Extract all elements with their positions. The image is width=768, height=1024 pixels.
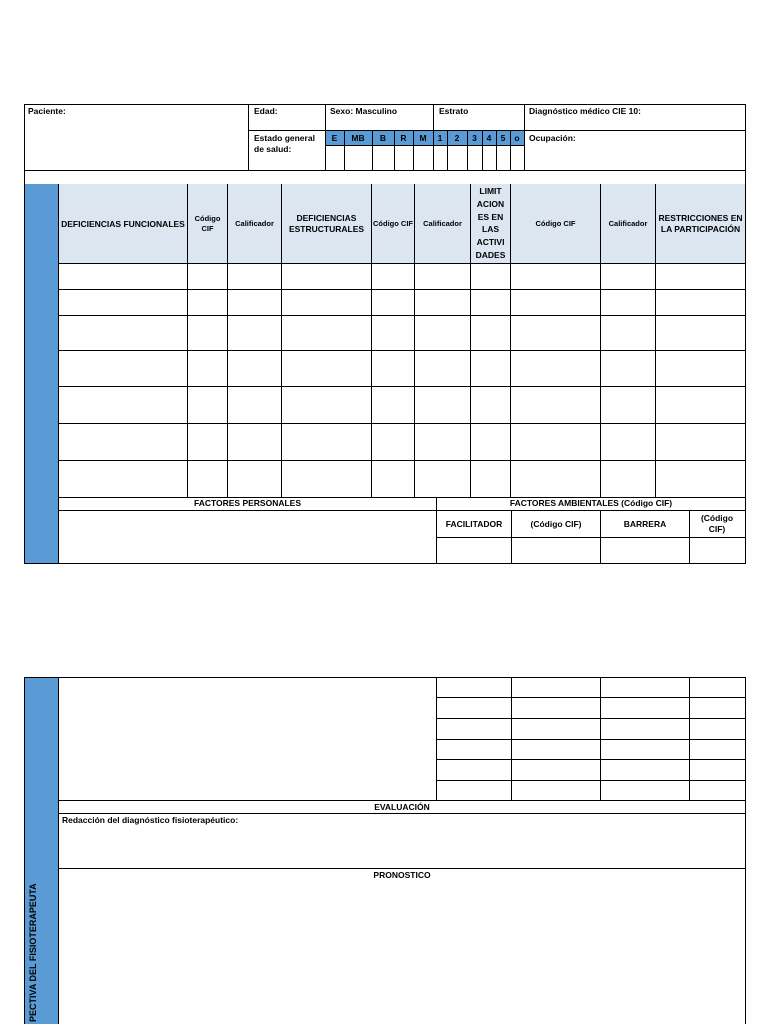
health-option-m: M [419,133,427,143]
physio-perspective-label: PECTIVA DEL FISIOTERAPEUTA [28,883,38,1022]
age-label: Edad: [254,106,278,116]
stratum-option-1: 1 [437,133,443,143]
environmental-factors-label: FACTORES AMBIENTALES (Código CIF) [509,498,673,508]
health-option-b: B [379,133,387,143]
barrier-code-label: (Código CIF) [700,513,734,534]
health-option-e: E [331,133,338,143]
header-activity-limitations: LIMIT ACION ES EN LAS ACTIVI DADES [475,186,506,260]
header-qualifier-2: Calificador [423,219,462,228]
stratum-option-2: 2 [454,133,460,143]
header-participation-restrictions: RESTRICCIONES EN LA PARTICIPACIÓN [658,213,743,234]
header-qualifier-3: Calificador [608,219,648,228]
diagnosis-label: Diagnóstico médico CIE 10: [529,106,641,116]
stratum-label: Estrato [439,106,469,116]
patient-label: Paciente: [28,106,66,116]
personal-factors-label: FACTORES PERSONALES [193,498,302,508]
facilitator-label: FACILITADOR [445,518,503,529]
header-functional-deficiencies: DEFICIENCIAS FUNCIONALES [61,218,185,229]
health-option-r: R [400,133,407,143]
stratum-option-3: 3 [472,133,477,143]
evaluation-label: EVALUACIÓN [374,801,430,812]
stratum-option-4: 4 [486,133,492,143]
stratum-option-5: 5 [500,133,506,143]
prognosis-label: PRONOSTICO [373,869,431,880]
header-code-cif-3: Código CIF [535,219,576,228]
header-qualifier-1: Calificador [235,219,274,228]
diagnosis-writing-label: Redacción del diagnóstico fisioterapéutico: [62,815,239,825]
occupation-label: Ocupación: [529,133,576,143]
sidebar-band [24,184,58,564]
barrier-label: BARRERA [623,518,667,529]
header-code-cif-1: Código CIF [194,214,221,233]
stratum-option-o: o [514,133,520,143]
health-label: Estado general de salud: [254,133,315,154]
header-structural-deficiencies: DEFICIENCIAS ESTRUCTURALES [288,213,365,234]
health-option-mb: MB [351,133,365,143]
header-code-cif-2: Código CIF [373,219,413,228]
sex-label: Sexo: Masculino [330,106,398,116]
facilitator-code-label: (Código CIF) [530,518,582,529]
